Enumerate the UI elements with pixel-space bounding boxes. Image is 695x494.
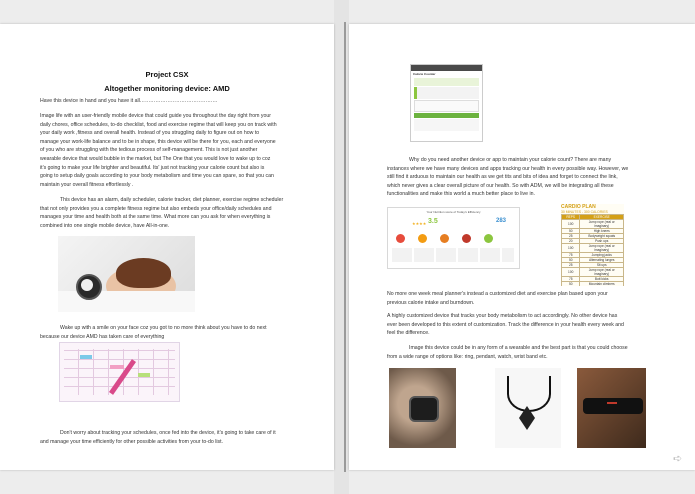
text-line: daily chores, office schedules, to-do checklist, food and exercise regime that will keep you on track with (40, 121, 277, 128)
cardio-plan-table (561, 204, 624, 286)
text-line: previous calorie intake and burndown. (387, 299, 475, 306)
text-line: A highly customized device that tracks your body metabolism to act accordingly. No other device has (387, 313, 618, 319)
text-line: feel the difference. (387, 330, 430, 337)
text-line: Why do you need another device or app to maintain your calorie count? There are many (409, 157, 612, 163)
star-rating: ★★★★ (412, 221, 427, 226)
text-line: because our device AMD has taken care of everything (40, 333, 165, 340)
text-line: manages your time and health both at the same time. What more can you ask for when everything is (40, 214, 271, 221)
paragraph-meal-planner (387, 290, 692, 307)
calorie-app-title: Calorie Counter (413, 72, 436, 76)
cardio-table (561, 214, 624, 286)
text-line: ever been developed to this extent of customization. Track the difference in your health every week and (387, 321, 624, 328)
text-line: it's going to make your life brighter and beautiful. Its' just not tracking your calorie count but also is (40, 164, 265, 171)
text-line: Don't worry about tracking your schedules, once fed into the device, it's going to take care of it (60, 430, 276, 436)
text-line: wearable device that would bubble in the market, but The One that you would love to wake up to coz (40, 155, 271, 162)
text-line: going to setup daily goals according to your body metabolism and time you can spare, so that you can (40, 173, 274, 180)
left-page (0, 24, 334, 470)
paragraph-features (40, 196, 330, 230)
document-title: Project CSX (145, 70, 189, 79)
wristband-wearable-image (577, 368, 646, 448)
text-line: which never gives a clear overall picture of our health. So with ADM, we will be integrating all these (387, 182, 614, 189)
page-gutter (334, 0, 349, 494)
table-row: 75 Jumping jacks (562, 253, 624, 258)
table-row: 50 Alternating lunges (562, 258, 624, 263)
text-line: combined into one single mobile device, have All-in-one. (40, 222, 170, 229)
paragraph-schedules (40, 429, 330, 446)
woman-alarm-clock-image (58, 236, 195, 312)
table-row: 20 Push ups (562, 239, 624, 244)
right-page (349, 24, 695, 470)
cardio-title: CARDIO PLAN (561, 204, 596, 210)
dashboard-count: 283 (496, 218, 507, 224)
pendant-wearable-image (495, 368, 561, 448)
dashboard-score: 3.5 (428, 218, 438, 225)
text-line: maintain your overall fitness effortlessly . (40, 181, 134, 188)
table-row: 100 Jump rope (real or imaginary) (562, 244, 624, 253)
text-line: Image life with an user-friendly mobile device that could guide you throughout the day right from your (40, 113, 271, 119)
table-row: 25 Sit ups (562, 263, 624, 268)
text-line: still find it arduous to maintain our health as we get tits and bits of idea and forget to connect the link, (387, 174, 618, 181)
calorie-counter-image (410, 64, 483, 142)
cardio-header-exercise: EXERCISE (580, 215, 624, 220)
cardio-subtitle: 30 MINUTES - 300 CALORIES (561, 210, 608, 214)
cardio-header-reps: REPS (562, 215, 580, 220)
paragraph-intro (40, 112, 330, 189)
text-line: Wake up with a smile on your face coz you got to no more think about you have to do next (60, 325, 267, 331)
calendar-planner-image (59, 342, 180, 402)
table-row: 50 High knees (562, 229, 624, 234)
paragraph-wake-up (40, 324, 330, 341)
text-line: Image this device could be in any form of a wearable and the best part is that you could choose (409, 345, 628, 351)
text-line: No more one week meal planner's instead a customized diet and exercise plan based upon your (387, 291, 608, 297)
next-page-arrow-icon[interactable]: ➪ (673, 453, 683, 465)
text-line: manage your work-life balance and to be in shape, this device will be there for you, each and everyone (40, 138, 276, 145)
ring-wearable-image (389, 368, 456, 448)
intro-line: Have this device in hand and you have it all……………………………………… (40, 98, 218, 104)
dashboard-header: Your Nutrition score of Today's Efficiency (426, 210, 481, 214)
text-line: your daily work ,fitness and overall health. Instead of you struggling daily to figure out on how to (40, 130, 260, 137)
text-line: functionalities and make this world a much better place to live in. (387, 191, 535, 198)
text-line: and manage your time efficiently for other possible activities from your to-do list. (40, 438, 223, 445)
table-row: 100 Jump rope (real or imaginary) (562, 220, 624, 229)
table-row: 50 Mountain climbers (562, 282, 624, 287)
document-subtitle: Altogether monitoring device: AMD (104, 84, 230, 93)
text-line: of you who are struggling with the tedious process of self-management. This is not just another (40, 147, 258, 154)
paragraph-why-device (387, 156, 692, 199)
text-line: instances where we have many devices and apps tracking our health in every possible way. However, we (387, 165, 629, 172)
paragraph-wearables (387, 344, 692, 361)
text-line: This device has an alarm, daily scheduler, calorie tracker, diet planner, exercise regime scheduler (60, 197, 284, 203)
nutrition-dashboard-image (387, 207, 520, 269)
table-row: 100 Jump rope (real or imaginary) (562, 268, 624, 277)
table-row: 25 Bodyweight squats (562, 234, 624, 239)
text-line: from a wide range of options like: ring, pendant, watch, wrist band etc. (387, 353, 548, 360)
paragraph-customized (387, 312, 692, 338)
table-row: 75 Butt kicks (562, 277, 624, 282)
text-line: that not only provides you a complete fitness regime but also embeds your office/daily schedules and (40, 205, 272, 212)
page-divider (344, 22, 346, 472)
